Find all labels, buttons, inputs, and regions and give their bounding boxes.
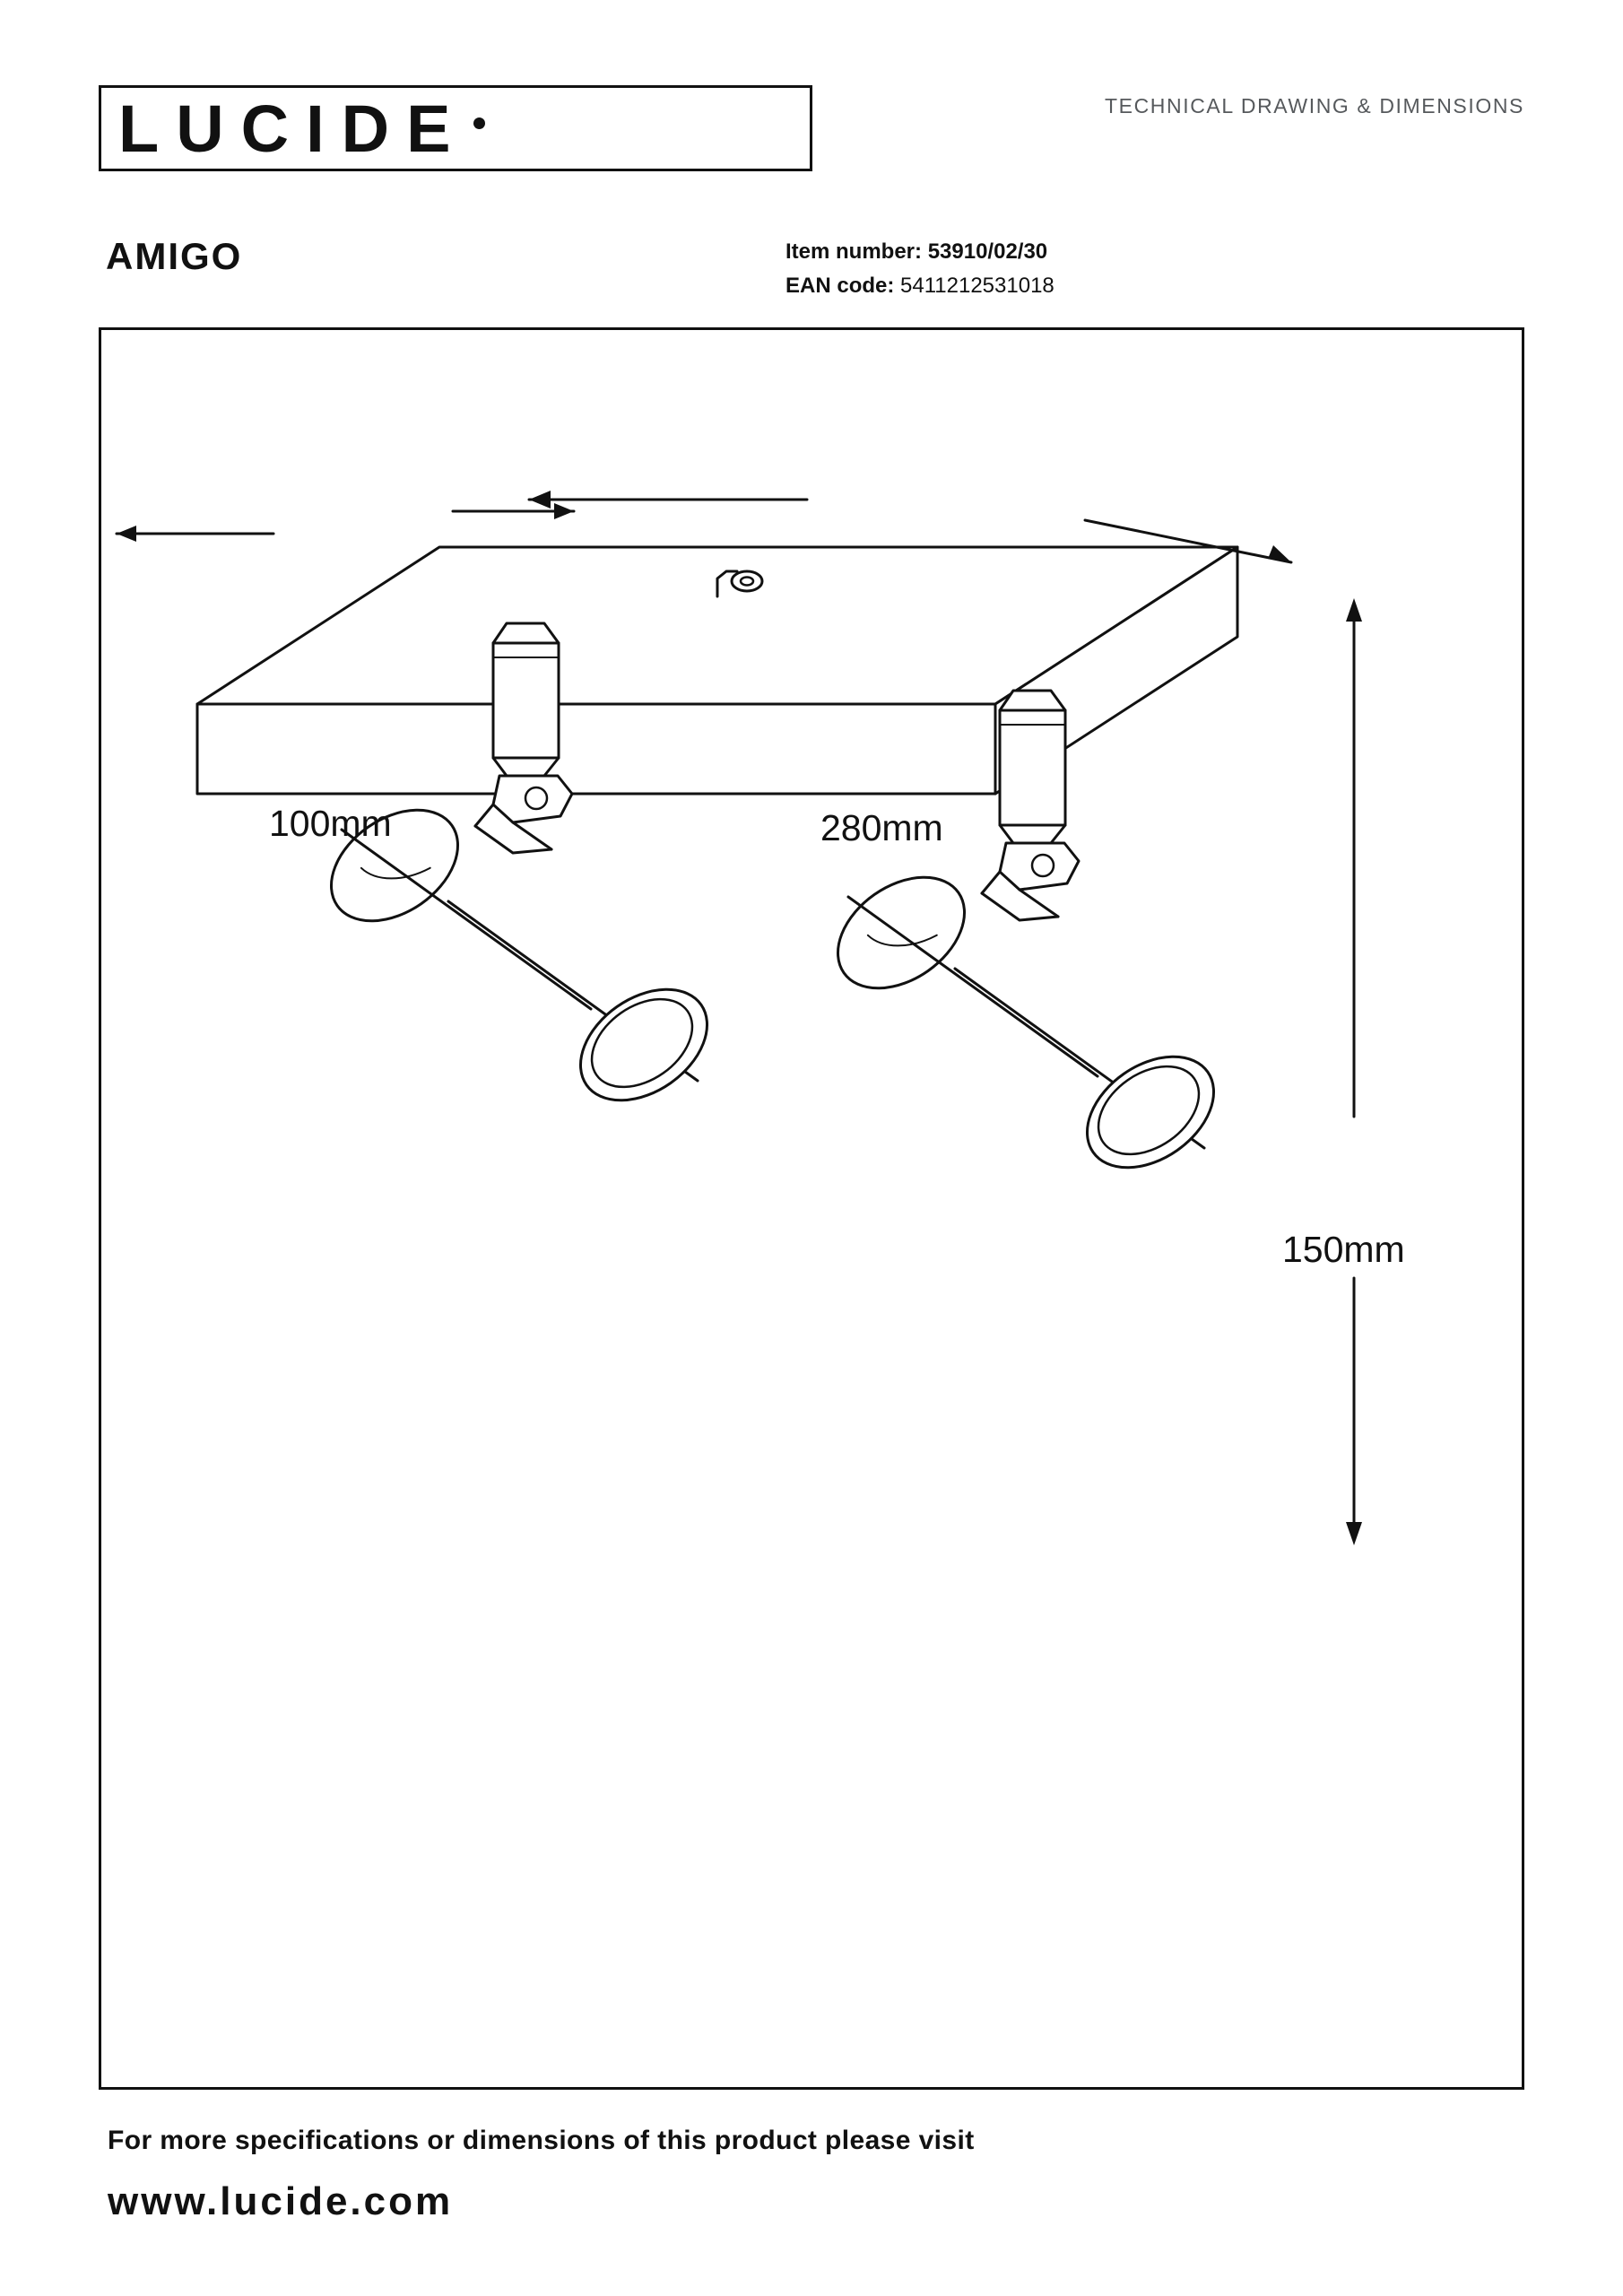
logo-frame-bottom-rule bbox=[438, 169, 547, 171]
dimension-label-height: 150mm bbox=[1282, 1229, 1405, 1270]
dimension-label-width: 280mm bbox=[820, 807, 943, 848]
brand-logo-text: LUCIDE bbox=[118, 91, 468, 166]
footer-website[interactable]: www.lucide.com bbox=[108, 2179, 454, 2223]
dimension-label-depth: 100mm bbox=[269, 803, 392, 844]
ean-row bbox=[785, 269, 1055, 303]
item-number-label: Item number: bbox=[785, 239, 923, 264]
product-identifiers bbox=[785, 235, 1055, 303]
item-number-row bbox=[785, 235, 1055, 269]
ean-label: EAN code: bbox=[785, 274, 895, 298]
logo-dot-icon bbox=[473, 117, 485, 129]
page-title: AMIGO bbox=[106, 235, 243, 277]
footer-text: For more specifications or dimensions of this product please visit bbox=[108, 2126, 975, 2155]
logo-frame-top-rule bbox=[438, 85, 547, 88]
document-type-label: TECHNICAL DRAWING & DIMENSIONS bbox=[1105, 94, 1524, 117]
logo-frame-right bbox=[547, 85, 812, 171]
item-number-value: 53910/02/30 bbox=[927, 239, 1048, 264]
technical-drawing bbox=[99, 327, 1524, 2090]
brand-logo bbox=[99, 85, 623, 171]
spotlight-line-drawing bbox=[99, 327, 1524, 2090]
ean-value: 5411212531018 bbox=[900, 274, 1055, 298]
